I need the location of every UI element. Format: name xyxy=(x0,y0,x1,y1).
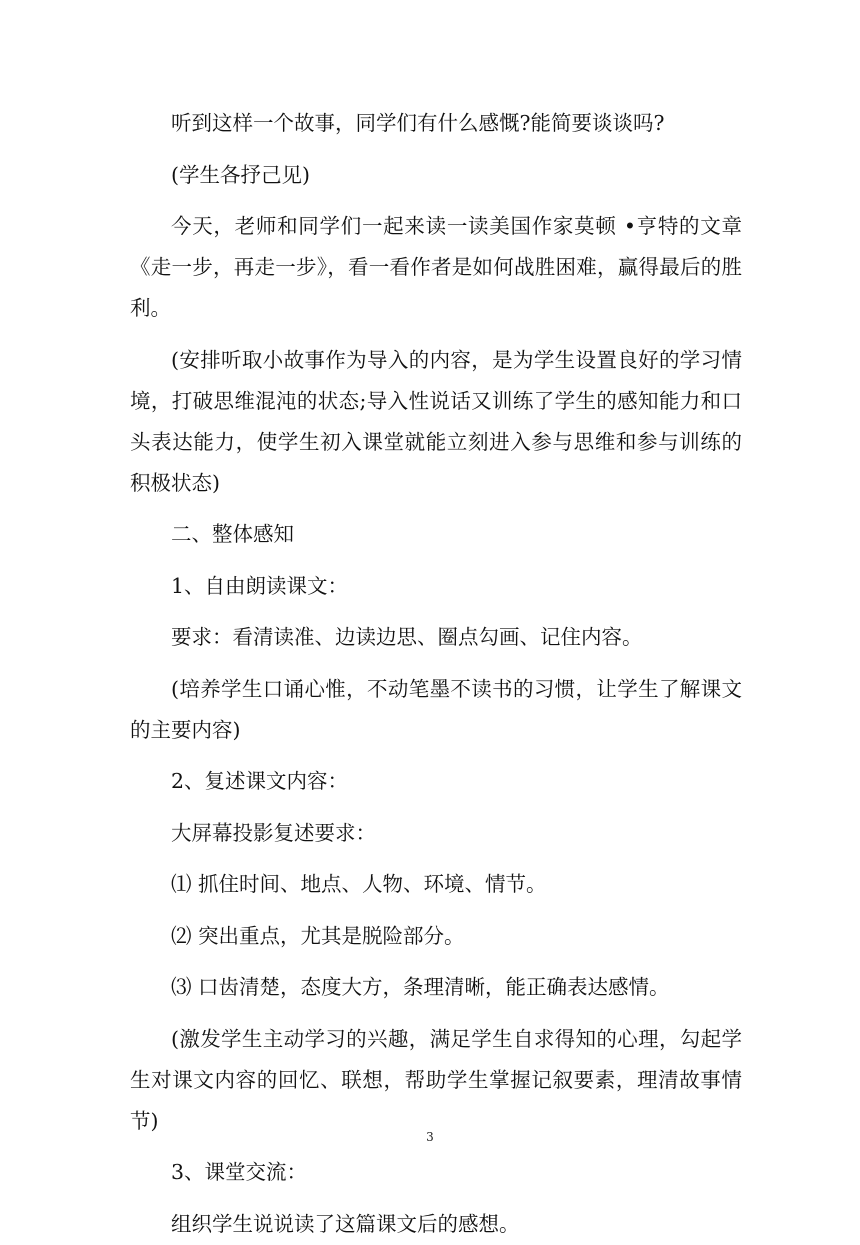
paragraph-design-note: (安排听取小故事作为导入的内容，是为学生设置良好的学习情境，打破思维混沌的状态;导入性说话又训练了学生的感知能力和口头表达能力，使学生初入课堂就能立刻进入参与思维和参与训练的积极状态) xyxy=(130,347,742,495)
paragraph-student-opinions: (学生各抒己见) xyxy=(171,162,310,187)
paragraph-projection-requirements: 大屏幕投影复述要求： xyxy=(171,820,376,845)
paragraph-reading-requirements: 要求：看清读准、边读边思、圈点勾画、记住内容。 xyxy=(171,625,643,649)
step-retelling: 2、复述课文内容： xyxy=(171,769,349,793)
requirement-item-1: ⑴ 抓住时间、地点、人物、环境、情节。 xyxy=(171,872,547,896)
paragraph-introduction: 今天，老师和同学们一起来读一读美国作家莫顿 •亨特的文章《走一步，再走一步》，看一看作者是如何战胜困难，赢得最后的胜利。 xyxy=(130,214,742,320)
requirement-item-3: ⑶ 口齿清楚，态度大方，条理清晰，能正确表达感情。 xyxy=(171,975,670,999)
page-number: 3 xyxy=(426,1130,434,1144)
document-page xyxy=(130,103,742,1245)
paragraph-retelling-purpose: (激发学生主动学习的兴趣，满足学生自求得知的心理，勾起学生对课文内容的回忆、联想，帮助学生掌握记叙要素，理清故事情节) xyxy=(130,1026,742,1133)
step-free-reading: 1、自由朗读课文： xyxy=(171,573,349,598)
step-classroom-exchange: 3、课堂交流： xyxy=(171,1160,308,1184)
paragraph-reading-purpose: (培养学生口诵心惟，不动笔墨不读书的习惯，让学生了解课文的主要内容) xyxy=(130,676,742,742)
paragraph-question: 听到这样一个故事，同学们有什么感慨?能简要谈谈吗? xyxy=(171,111,665,135)
paragraph-discussion-task: 组织学生说说读了这篇课文后的感想。 xyxy=(171,1211,520,1236)
section-heading-overall-perception: 二、整体感知 xyxy=(171,522,294,546)
requirement-item-2: ⑵ 突出重点，尤其是脱险部分。 xyxy=(171,923,465,948)
